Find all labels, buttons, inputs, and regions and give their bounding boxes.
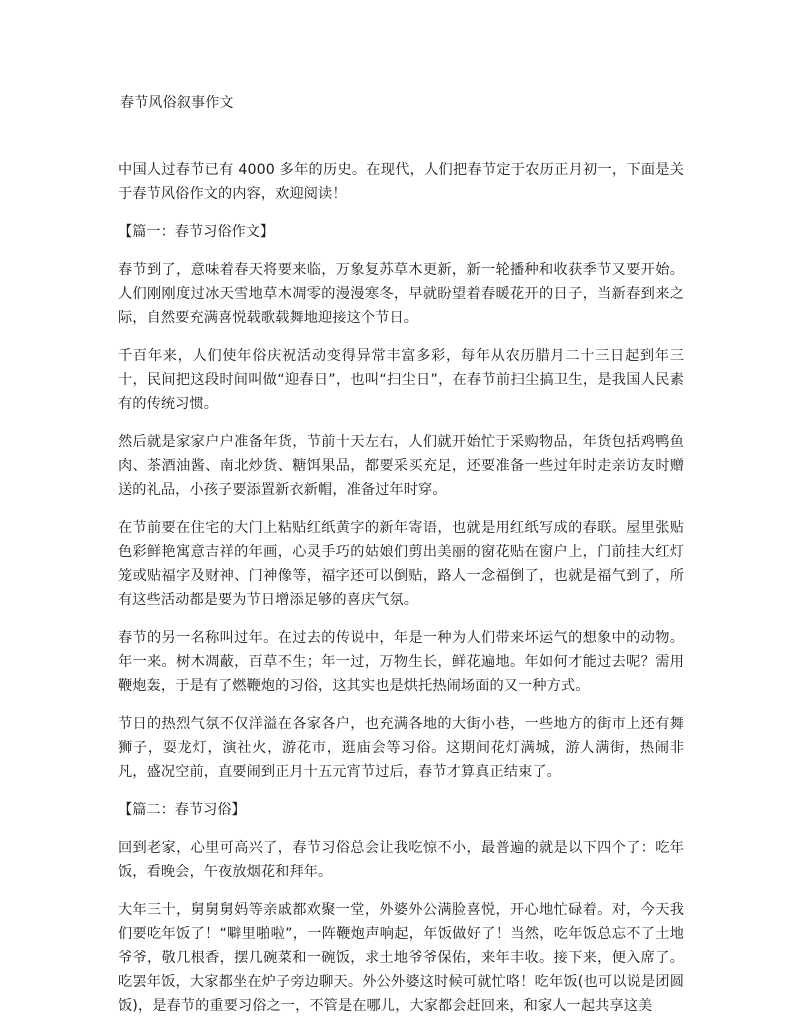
body-paragraph: 在节前要在住宅的大门上粘贴红纸黄字的新年寄语，也就是用红纸写成的春联。屋里张贴色彩鲜艳寓意吉祥的年画，心灵手巧的姑娘们剪出美丽的窗花贴在窗户上，门前挂大红灯笼或贴福字及财神、门神像等，福字还可以倒贴，路人一念福倒了，也就是福气到了，所有这些活动都是要为节日增添足够的喜庆气氛。 xyxy=(118,520,684,608)
body-paragraph: 大年三十，舅舅舅妈等亲戚都欢聚一堂，外婆外公满脸喜悦，开心地忙碌着。对，今天我们要吃年饭了！“噼里啪啦”，一阵鞭炮声响起，年饭做好了！当然，吃年饭总忘不了土地爷爷，敬几根香，摆几碗菜和一碗饭，求土地爷爷保佑，来年丰收。接下来，便入席了。吃罢年饭，大家都坐在炉子旁边聊天。外公外婆这时候可就忙咯！吃年饭(也可以说是团圆饭)，是春节的重要习俗之一，不管是在哪儿，大家都会赶回来，和家人一起共享这美 xyxy=(118,902,684,1014)
body-paragraph: 然后就是家家户户准备年货，节前十天左右，人们就开始忙于采购物品，年货包括鸡鸭鱼肉、茶酒油酱、南北炒货、糖饵果品，都要采买充足，还要准备一些过年时走亲访友时赠送的礼品，小孩子要添置新衣新帽，准备过年时穿。 xyxy=(118,434,684,498)
intro-paragraph: 中国人过春节已有 4000 多年的历史。在现代，人们把春节定于农历正月初一，下面是关于春节风俗作文的内容，欢迎阅读！ xyxy=(118,162,684,202)
section-heading-1: 【篇一：春节习俗作文】 xyxy=(118,224,275,240)
body-paragraph: 节日的热烈气氛不仅洋溢在各家各户，也充满各地的大街小巷，一些地方的街市上还有舞狮子，耍龙灯，演社火，游花市，逛庙会等习俗。这期间花灯满城，游人满街，热闹非凡，盛况空前，直要闹到正月十五元宵节过后，春节才算真正结束了。 xyxy=(118,716,684,780)
body-paragraph: 春节的另一名称叫过年。在过去的传说中，年是一种为人们带来坏运气的想象中的动物。年一来。树木凋蔽，百草不生；年一过，万物生长，鲜花遍地。年如何才能过去呢？需用鞭炮轰，于是有了燃鞭炮的习俗，这其实也是烘托热闹场面的又一种方式。 xyxy=(118,630,684,694)
document-title: 春节风俗叙事作文 xyxy=(120,95,234,111)
section-heading-2: 【篇二：春节习俗】 xyxy=(118,802,246,818)
body-paragraph: 千百年来，人们使年俗庆祝活动变得异常丰富多彩，每年从农历腊月二十三日起到年三十，民间把这段时间叫做“迎春日”，也叫“扫尘日”，在春节前扫尘搞卫生，是我国人民素有的传统习惯。 xyxy=(118,348,684,412)
body-paragraph: 春节到了，意味着春天将要来临，万象复苏草木更新，新一轮播种和收获季节又要开始。人们刚刚度过冰天雪地草木凋零的漫漫寒冬，早就盼望着春暖花开的日子，当新春到来之际，自然要充满喜悦载歌载舞地迎接这个节日。 xyxy=(118,262,684,326)
document-body xyxy=(118,158,684,1032)
body-paragraph: 回到老家，心里可高兴了，春节习俗总会让我吃惊不小，最普遍的就是以下四个了：吃年饭，看晚会，午夜放烟花和拜年。 xyxy=(118,840,684,880)
